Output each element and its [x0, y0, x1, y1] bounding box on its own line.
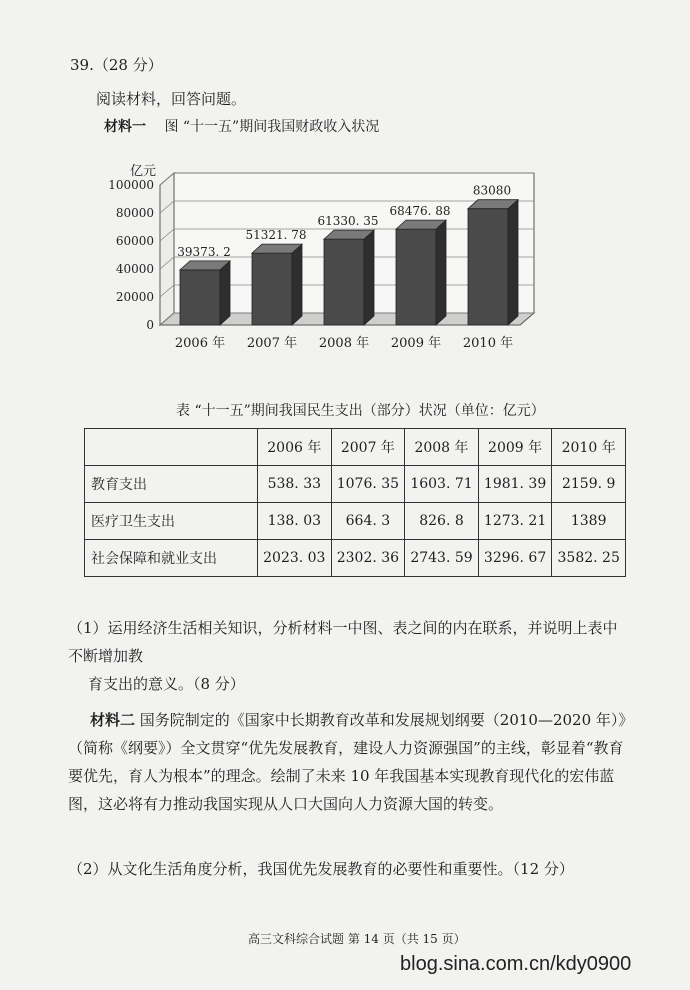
revenue-chart-svg: [100, 150, 560, 380]
question-1-line1: （1）运用经济生活相关知识，分析材料一中图、表之间的内在联系，并说明上表中不断增加教: [68, 619, 618, 665]
chart-side-wall: [160, 173, 174, 325]
material2-text: 国务院制定的《国家中长期教育改革和发展规划纲要（2010—2020 年）》（简称《纲要》）全文贯穿“优先发展教育，建设人力资源强国”的主线，彰显着“教育要优先，育人为根本”的理念。绘制了未来 10 年我国基本实现教育现代化的宏伟蓝图，这必将有力推动我国实现从人口大国向人力资源大国的转变。: [68, 711, 626, 813]
table-cell: 2023. 03: [258, 540, 332, 577]
table-cell: 1273. 21: [478, 503, 552, 540]
table-cell: 1076. 35: [331, 466, 405, 503]
header-cell: 2007 年: [331, 429, 405, 466]
bar-value-label: 61330. 35: [317, 214, 379, 229]
bar-value-label: 39373. 2: [177, 244, 231, 259]
bar: [396, 229, 436, 325]
table-cell: 138. 03: [258, 503, 332, 540]
header-cell: [85, 429, 258, 466]
table-row: [85, 540, 626, 577]
bar-value-label: 51321. 78: [245, 228, 307, 243]
page-footer: 高三文科综合试题 第 14 页（共 15 页）: [248, 932, 466, 946]
question-1: [68, 614, 628, 698]
bar: [468, 209, 508, 325]
bar: [252, 253, 292, 325]
table-cell: 538. 33: [258, 466, 332, 503]
bar-value-label: 83080: [472, 183, 512, 198]
material2-label: 材料二: [90, 711, 136, 729]
y-tick-label: 60000: [115, 234, 154, 248]
y-tick-label: 20000: [115, 290, 154, 304]
table-cell: 826. 8: [405, 503, 479, 540]
header-cell: 2010 年: [552, 429, 626, 466]
bar-side: [292, 244, 302, 325]
row-label: 医疗卫生支出: [85, 503, 258, 540]
bar-side: [436, 220, 446, 325]
question-1-line2: 育支出的意义。（8 分）: [88, 675, 245, 693]
question-number: 39.（28 分）: [70, 56, 163, 74]
x-tick-label: 2009 年: [390, 336, 442, 351]
header-cell: 2009 年: [478, 429, 552, 466]
row-label: 教育支出: [85, 466, 258, 503]
x-tick-label: 2007 年: [246, 336, 298, 351]
table-row: [85, 503, 626, 540]
table-header-row: [85, 429, 626, 466]
table-cell: 2302. 36: [331, 540, 405, 577]
material2: [68, 706, 628, 818]
y-axis-label: 亿元: [130, 164, 157, 179]
bar-side: [364, 230, 374, 325]
x-tick-label: 2006 年: [174, 336, 226, 351]
bar-side: [220, 261, 230, 325]
table-cell: 3296. 67: [478, 540, 552, 577]
bar: [180, 270, 220, 325]
row-label: 社会保障和就业支出: [85, 540, 258, 577]
table-row: [85, 466, 626, 503]
bar-side: [508, 200, 518, 325]
material1-label: 材料一: [104, 119, 146, 135]
table-cell: 1389: [552, 503, 626, 540]
instruction-text: 阅读材料，回答问题。: [96, 90, 247, 108]
expenditure-table: [84, 428, 626, 577]
y-tick-label: 80000: [115, 206, 154, 220]
table-cell: 3582. 25: [552, 540, 626, 577]
table-cell: 1981. 39: [478, 466, 552, 503]
table-cell: 1603. 71: [405, 466, 479, 503]
bar: [324, 239, 364, 325]
y-tick-label: 40000: [115, 262, 154, 276]
material1-heading: [104, 116, 379, 136]
figure-caption: 图 “十一五”期间我国财政收入状况: [164, 119, 380, 135]
revenue-chart: [100, 150, 560, 380]
table-cell: 2159. 9: [552, 466, 626, 503]
y-tick-label: 100000: [108, 178, 154, 192]
table-title: 表 “十一五”期间我国民生支出（部分）状况（单位：亿元）: [176, 403, 545, 419]
header-cell: 2006 年: [258, 429, 332, 466]
blog-watermark: blog.sina.com.cn/kdy0900: [400, 953, 632, 975]
question-2: （2）从文化生活角度分析，我国优先发展教育的必要性和重要性。（12 分）: [68, 860, 574, 878]
y-tick-label: 0: [146, 318, 154, 332]
table-cell: 2743. 59: [405, 540, 479, 577]
header-cell: 2008 年: [405, 429, 479, 466]
x-tick-label: 2008 年: [318, 336, 370, 351]
x-tick-label: 2010 年: [462, 336, 514, 351]
table-cell: 664. 3: [331, 503, 405, 540]
bar-value-label: 68476. 88: [389, 204, 451, 219]
